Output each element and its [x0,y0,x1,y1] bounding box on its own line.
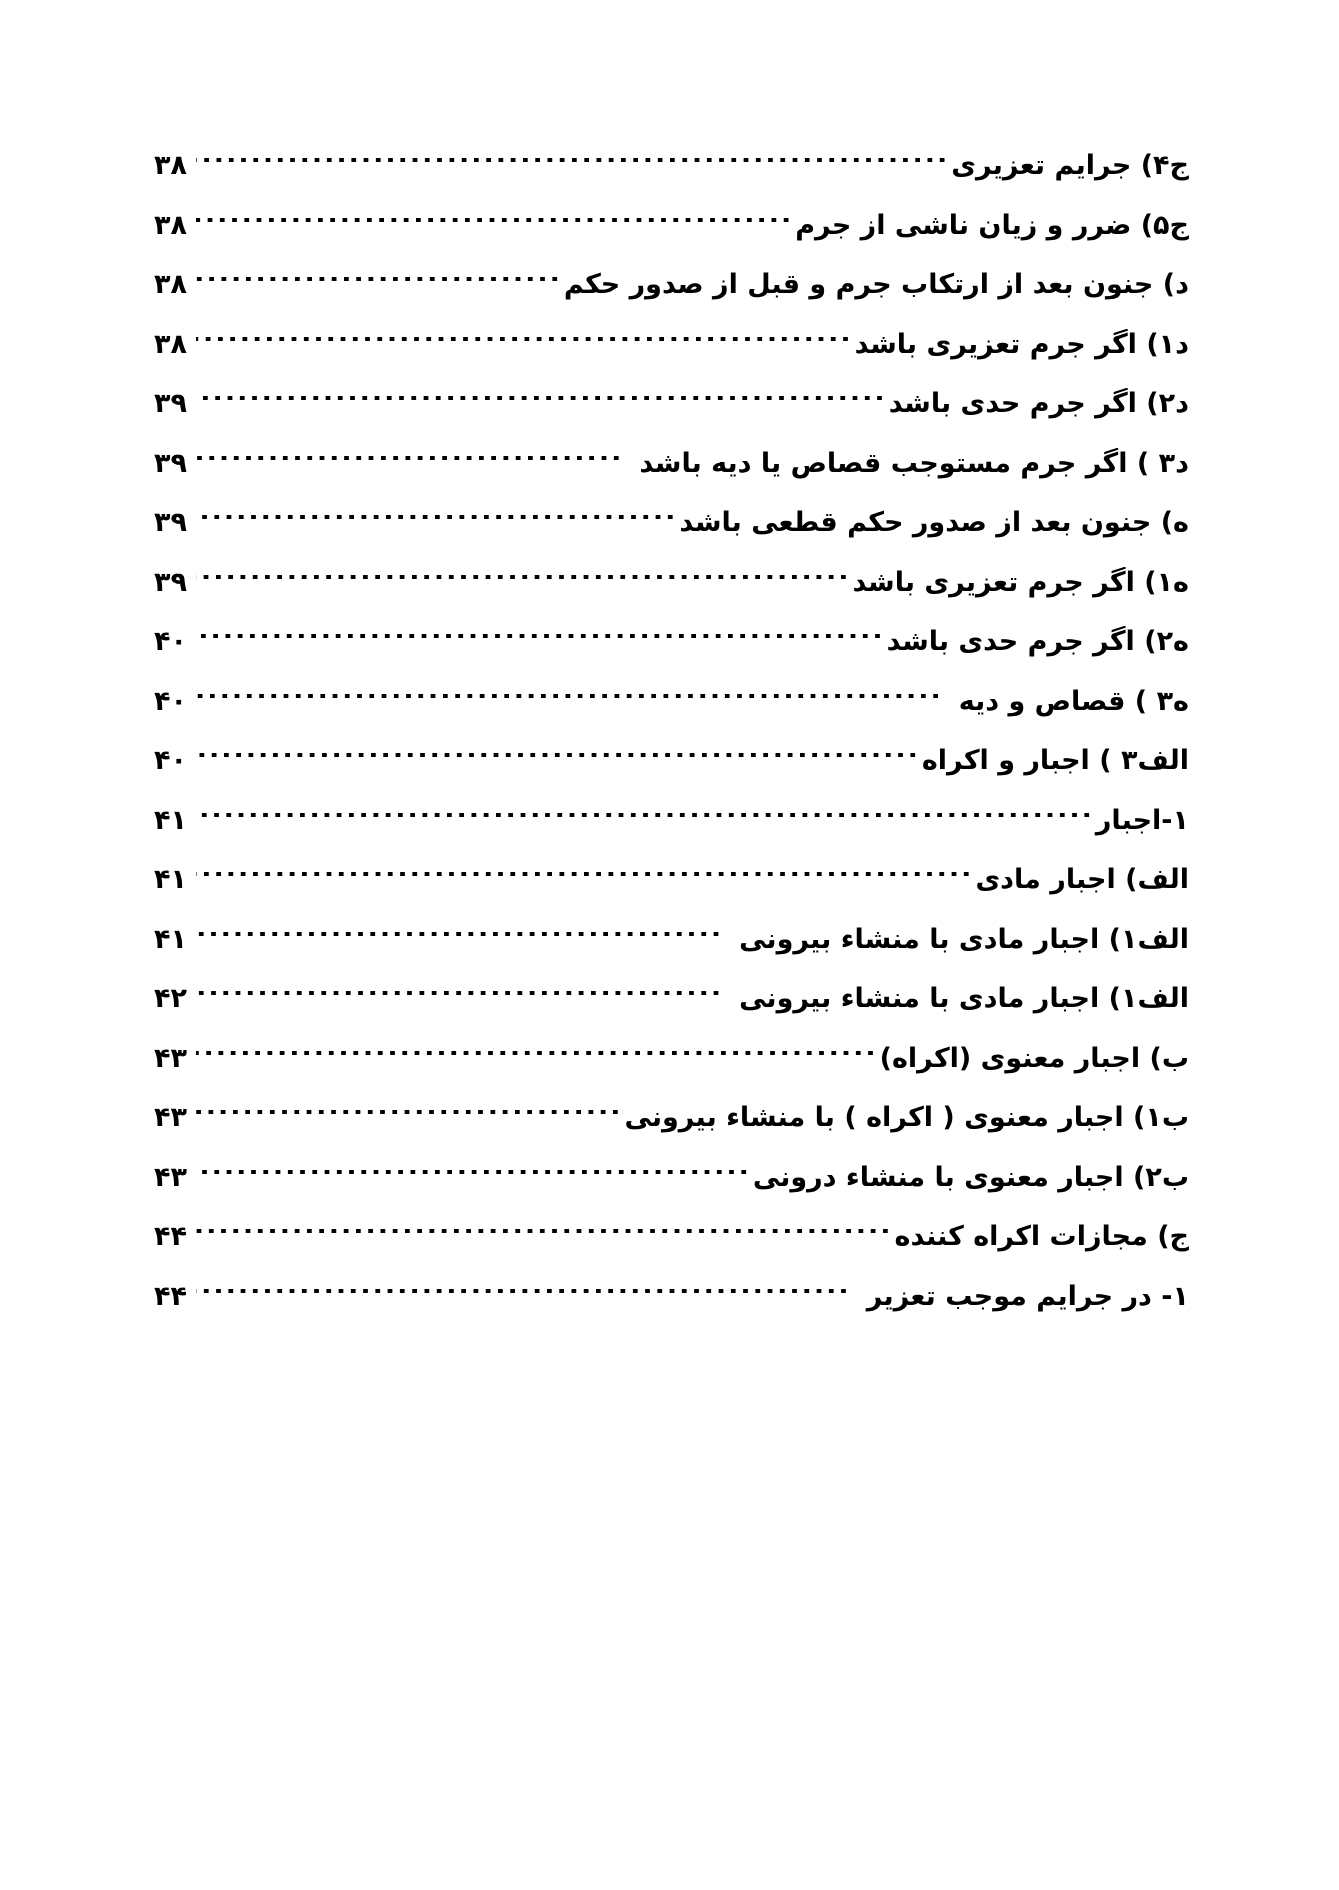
toc-entry-title: ج۴) جرایم تعزیری [951,150,1189,181]
toc-entry-title: الف) اجبار مادی [975,864,1189,895]
toc-entry-title: ج۵) ضرر و زیان ناشی از جرم [795,209,1189,241]
toc-entry-title: ج) مجازات اکراه کننده [894,1221,1189,1252]
toc-entry-page: ۴۴ [154,1221,187,1252]
toc-entry-page: ۴۱ [154,864,187,895]
toc-entry-title: الف۳ ) اجبار و اکراه [921,745,1189,776]
toc-leader-dots [196,515,677,531]
toc-entry[interactable] [150,448,1189,508]
toc-entry-page: ۴۳ [154,1161,187,1193]
toc-entry[interactable] [150,507,1189,567]
table-of-contents [150,150,1189,1340]
toc-entry[interactable] [150,269,1189,329]
toc-entry[interactable] [150,1281,1189,1341]
toc-entry[interactable] [150,864,1189,924]
toc-entry-title: د۱) اگر جرم تعزیری باشد [854,328,1189,360]
toc-entry-page: ۴۱ [154,804,187,836]
toc-entry-page: ۴۳ [154,1042,187,1074]
toc-entry[interactable] [150,1162,1189,1222]
toc-entry-page: ۴۰ [154,626,187,657]
toc-leader-dots [196,694,943,710]
toc-leader-dots [196,1229,893,1245]
toc-entry-title: ۱-اجبار [1095,804,1189,836]
toc-entry[interactable] [150,805,1189,865]
toc-entry-page: ۴۲ [154,983,187,1014]
toc-entry-title: الف۱) اجبار مادی با منشاء بیرونی [739,923,1189,955]
toc-entry-title: ه۳ ) قصاص و دیه [958,685,1189,717]
toc-leader-dots [196,337,853,353]
toc-entry[interactable] [150,1221,1189,1281]
toc-leader-dots [196,991,723,1007]
toc-entry[interactable] [150,924,1189,984]
toc-entry-page: ۳۹ [154,507,187,538]
toc-entry[interactable] [150,329,1189,389]
toc-entry[interactable] [150,150,1189,210]
toc-entry-title: ب۱) اجبار معنوی ( اکراه ) با منشاء بیرونی [624,1102,1189,1133]
toc-entry[interactable] [150,686,1189,746]
toc-entry[interactable] [150,983,1189,1043]
toc-entry-page: ۳۸ [154,209,187,241]
toc-entry-page: ۴۰ [154,745,187,776]
toc-leader-dots [196,158,949,174]
toc-leader-dots [196,753,920,769]
toc-leader-dots [196,456,623,472]
toc-entry-page: ۴۳ [154,1102,187,1133]
toc-entry-title: ب۲) اجبار معنوی با منشاء درونی [752,1161,1189,1193]
toc-leader-dots [196,1051,878,1067]
toc-entry[interactable] [150,1043,1189,1103]
toc-leader-dots [196,1110,623,1126]
toc-entry-page: ۴۰ [154,685,187,717]
toc-entry[interactable] [150,388,1189,448]
toc-entry-page: ۳۹ [154,566,187,598]
toc-leader-dots [196,1170,751,1186]
toc-entry-page: ۳۸ [154,328,187,360]
toc-entry[interactable] [150,745,1189,805]
toc-entry-page: ۳۸ [154,150,187,181]
toc-entry[interactable] [150,626,1189,686]
toc-entry-title: ب) اجبار معنوی (اکراه) [879,1042,1189,1074]
toc-leader-dots [196,1289,851,1305]
toc-entry-title: د) جنون بعد از ارتکاب جرم و قبل از صدور حکم [563,269,1189,300]
toc-entry-title: د۳ ) اگر جرم مستوجب قصاص یا دیه باشد [639,447,1189,479]
toc-entry-page: ۴۱ [154,923,187,955]
toc-entry-title: ه۲) اگر جرم حدی باشد [886,626,1189,657]
toc-leader-dots [196,396,887,412]
toc-entry-title: ۱- در جرایم موجب تعزیر [866,1280,1189,1312]
toc-entry-title: د۲) اگر جرم حدی باشد [888,388,1189,419]
toc-leader-dots [196,218,793,234]
toc-leader-dots [196,634,885,650]
toc-leader-dots [196,575,851,591]
toc-entry-title: الف۱) اجبار مادی با منشاء بیرونی [739,983,1189,1014]
toc-entry-page: ۳۹ [154,447,187,479]
toc-entry-page: ۴۴ [154,1280,187,1312]
toc-leader-dots [196,813,1094,829]
toc-entry[interactable] [150,1102,1189,1162]
toc-entry-page: ۳۹ [154,388,187,419]
toc-entry[interactable] [150,567,1189,627]
toc-entry-title: ه۱) اگر جرم تعزیری باشد [852,566,1189,598]
toc-leader-dots [196,932,723,948]
toc-entry[interactable] [150,210,1189,270]
toc-leader-dots [196,872,973,888]
toc-leader-dots [196,277,562,293]
toc-entry-title: ه) جنون بعد از صدور حکم قطعی باشد [679,507,1189,538]
toc-entry-page: ۳۸ [154,269,187,300]
